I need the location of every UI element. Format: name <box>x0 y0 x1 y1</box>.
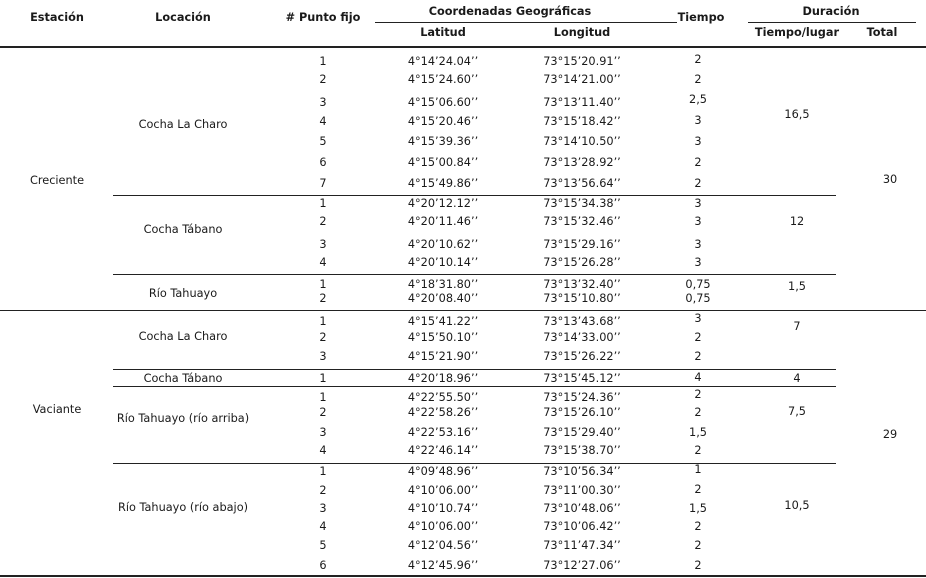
longitud-cell: 73°15’18.42’’ <box>543 115 621 128</box>
longitud-cell: 73°10’48.06’’ <box>543 502 621 515</box>
latitud-cell: 4°15’49.86’’ <box>407 177 479 190</box>
longitud-cell: 73°11’47.34’’ <box>543 539 621 552</box>
punto-fijo-cell: 1 <box>319 372 327 385</box>
header-total: Total <box>866 26 898 39</box>
punto-fijo-cell: 1 <box>319 391 327 404</box>
tiempo-cell: 2 <box>694 444 702 457</box>
tiempo-cell: 2 <box>694 53 702 66</box>
latitud-cell: 4°22’55.50’’ <box>407 391 479 404</box>
punto-fijo-cell: 6 <box>319 156 327 169</box>
location-separator <box>113 195 836 196</box>
tiempo-cell: 2,5 <box>689 93 707 106</box>
latitud-cell: 4°15’41.22’’ <box>407 315 479 328</box>
latitud-cell: 4°10’06.00’’ <box>407 484 479 497</box>
longitud-cell: 73°11’00.30’’ <box>543 484 621 497</box>
tiempo-cell: 3 <box>694 197 702 210</box>
header-longitud: Longitud <box>553 26 611 39</box>
punto-fijo-cell: 4 <box>319 115 327 128</box>
tiempo-cell: 1 <box>694 463 702 476</box>
location-duration: 10,5 <box>784 499 810 512</box>
latitud-cell: 4°10’10.74’’ <box>407 502 479 515</box>
location-name: Cocha Tábano <box>143 223 223 236</box>
latitud-cell: 4°22’58.26’’ <box>407 406 479 419</box>
latitud-cell: 4°18’31.80’’ <box>407 278 479 291</box>
tiempo-cell: 0,75 <box>685 278 711 291</box>
longitud-cell: 73°14’10.50’’ <box>543 135 621 148</box>
season-name: Vaciante <box>32 403 82 416</box>
tiempo-cell: 2 <box>694 156 702 169</box>
location-name: Cocha La Charo <box>138 330 228 343</box>
punto-fijo-cell: 3 <box>319 350 327 363</box>
location-separator <box>113 463 836 464</box>
coordenadas-underline <box>375 22 677 23</box>
tiempo-cell: 0,75 <box>685 292 711 305</box>
longitud-cell: 73°13’28.92’’ <box>543 156 621 169</box>
punto-fijo-cell: 1 <box>319 55 327 68</box>
punto-fijo-cell: 4 <box>319 256 327 269</box>
punto-fijo-cell: 2 <box>319 73 327 86</box>
latitud-cell: 4°10’06.00’’ <box>407 520 479 533</box>
header-locacion: Locación <box>155 11 211 24</box>
longitud-cell: 73°13’32.40’’ <box>543 278 621 291</box>
longitud-cell: 73°10’06.42’’ <box>543 520 621 533</box>
longitud-cell: 73°15’26.28’’ <box>543 256 621 269</box>
season-total: 29 <box>882 428 898 441</box>
punto-fijo-cell: 2 <box>319 292 327 305</box>
location-separator <box>113 274 836 275</box>
season-name: Creciente <box>29 174 85 187</box>
punto-fijo-cell: 1 <box>319 465 327 478</box>
season-total: 30 <box>882 173 898 186</box>
location-name: Río Tahuayo (río abajo) <box>117 501 249 514</box>
tiempo-cell: 3 <box>694 256 702 269</box>
latitud-cell: 4°12’45.96’’ <box>407 559 479 572</box>
latitud-cell: 4°15’00.84’’ <box>407 156 479 169</box>
location-name: Cocha La Charo <box>138 118 228 131</box>
latitud-cell: 4°15’20.46’’ <box>407 115 479 128</box>
longitud-cell: 73°15’26.22’’ <box>543 350 621 363</box>
header-latitud: Latitud <box>420 26 466 39</box>
season-divider <box>0 310 926 311</box>
punto-fijo-cell: 2 <box>319 484 327 497</box>
location-duration: 4 <box>793 372 801 385</box>
header-bottom-rule <box>0 46 926 48</box>
punto-fijo-cell: 7 <box>319 177 327 190</box>
latitud-cell: 4°15’24.60’’ <box>407 73 479 86</box>
header-tiempo: Tiempo <box>677 11 725 24</box>
longitud-cell: 73°10’56.34’’ <box>543 465 621 478</box>
tiempo-cell: 2 <box>694 559 702 572</box>
latitud-cell: 4°20’10.14’’ <box>407 256 479 269</box>
longitud-cell: 73°15’34.38’’ <box>543 197 621 210</box>
punto-fijo-cell: 1 <box>319 315 327 328</box>
longitud-cell: 73°15’29.16’’ <box>543 238 621 251</box>
tiempo-cell: 3 <box>694 135 702 148</box>
location-duration: 16,5 <box>784 108 810 121</box>
punto-fijo-cell: 3 <box>319 96 327 109</box>
longitud-cell: 73°12’27.06’’ <box>543 559 621 572</box>
tiempo-cell: 2 <box>694 331 702 344</box>
punto-fijo-cell: 5 <box>319 135 327 148</box>
longitud-cell: 73°15’32.46’’ <box>543 215 621 228</box>
latitud-cell: 4°14’24.04’’ <box>407 55 479 68</box>
location-duration: 1,5 <box>788 280 806 293</box>
location-name: Río Tahuayo (río arriba) <box>116 412 250 425</box>
longitud-cell: 73°13’43.68’’ <box>543 315 621 328</box>
header-punto-fijo: # Punto fijo <box>285 11 361 24</box>
tiempo-cell: 1,5 <box>689 426 707 439</box>
location-name: Río Tahuayo <box>148 287 218 300</box>
tiempo-cell: 2 <box>694 177 702 190</box>
longitud-cell: 73°15’38.70’’ <box>543 444 621 457</box>
latitud-cell: 4°20’08.40’’ <box>407 292 479 305</box>
tiempo-cell: 3 <box>694 114 702 127</box>
punto-fijo-cell: 3 <box>319 238 327 251</box>
longitud-cell: 73°15’45.12’’ <box>543 372 621 385</box>
punto-fijo-cell: 1 <box>319 278 327 291</box>
tiempo-cell: 3 <box>694 238 702 251</box>
location-name: Cocha Tábano <box>143 372 223 385</box>
punto-fijo-cell: 5 <box>319 539 327 552</box>
punto-fijo-cell: 2 <box>319 406 327 419</box>
tiempo-cell: 2 <box>694 520 702 533</box>
tiempo-cell: 1,5 <box>689 502 707 515</box>
table-bottom-rule <box>0 575 926 577</box>
longitud-cell: 73°15’10.80’’ <box>543 292 621 305</box>
location-separator <box>113 386 836 387</box>
tiempo-cell: 2 <box>694 539 702 552</box>
longitud-cell: 73°14’33.00’’ <box>543 331 621 344</box>
latitud-cell: 4°20’18.96’’ <box>407 372 479 385</box>
longitud-cell: 73°15’24.36’’ <box>543 391 621 404</box>
tiempo-cell: 2 <box>694 388 702 401</box>
longitud-cell: 73°13’56.64’’ <box>543 177 621 190</box>
punto-fijo-cell: 6 <box>319 559 327 572</box>
latitud-cell: 4°15’39.36’’ <box>407 135 479 148</box>
duracion-underline <box>748 22 916 23</box>
punto-fijo-cell: 2 <box>319 331 327 344</box>
latitud-cell: 4°20’11.46’’ <box>407 215 479 228</box>
latitud-cell: 4°15’21.90’’ <box>407 350 479 363</box>
header-duracion: Duración <box>802 5 860 18</box>
location-duration: 7 <box>793 320 801 333</box>
longitud-cell: 73°13’11.40’’ <box>543 96 621 109</box>
punto-fijo-cell: 3 <box>319 426 327 439</box>
longitud-cell: 73°15’26.10’’ <box>543 406 621 419</box>
punto-fijo-cell: 4 <box>319 520 327 533</box>
tiempo-cell: 2 <box>694 350 702 363</box>
tiempo-cell: 2 <box>694 483 702 496</box>
latitud-cell: 4°22’53.16’’ <box>407 426 479 439</box>
tiempo-cell: 2 <box>694 406 702 419</box>
latitud-cell: 4°22’46.14’’ <box>407 444 479 457</box>
longitud-cell: 73°15’29.40’’ <box>543 426 621 439</box>
latitud-cell: 4°15’50.10’’ <box>407 331 479 344</box>
location-duration: 7,5 <box>788 405 806 418</box>
location-separator <box>113 369 836 370</box>
latitud-cell: 4°20’12.12’’ <box>407 197 479 210</box>
punto-fijo-cell: 2 <box>319 215 327 228</box>
punto-fijo-cell: 1 <box>319 197 327 210</box>
tiempo-cell: 4 <box>694 371 702 384</box>
longitud-cell: 73°14’21.00’’ <box>543 73 621 86</box>
tiempo-cell: 3 <box>694 312 702 325</box>
punto-fijo-cell: 4 <box>319 444 327 457</box>
latitud-cell: 4°15’06.60’’ <box>407 96 479 109</box>
header-estacion: Estación <box>30 11 84 24</box>
header-coordenadas: Coordenadas Geográficas <box>428 5 592 18</box>
tiempo-cell: 3 <box>694 215 702 228</box>
latitud-cell: 4°20’10.62’’ <box>407 238 479 251</box>
location-duration: 12 <box>789 215 805 228</box>
latitud-cell: 4°09’48.96’’ <box>407 465 479 478</box>
latitud-cell: 4°12’04.56’’ <box>407 539 479 552</box>
header-tiempo-lugar: Tiempo/lugar <box>754 26 840 39</box>
tiempo-cell: 2 <box>694 73 702 86</box>
longitud-cell: 73°15’20.91’’ <box>543 55 621 68</box>
punto-fijo-cell: 3 <box>319 502 327 515</box>
